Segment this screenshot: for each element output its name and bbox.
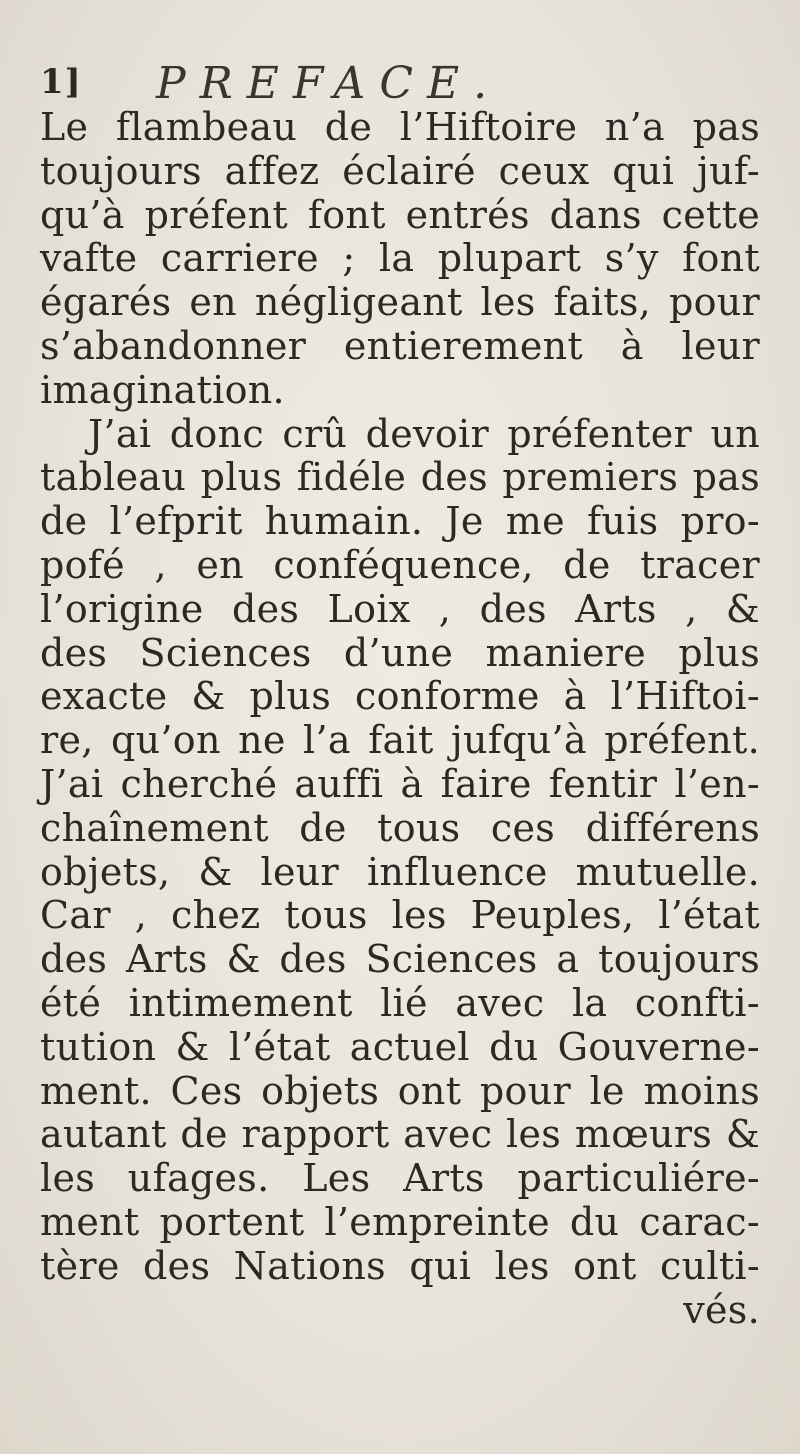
text-line: ment. Ces objets ont pour le moins: [40, 1068, 760, 1113]
text-line: pofé , en conféquence, de tracer: [40, 542, 760, 587]
text-line: des Arts & des Sciences a toujours: [40, 937, 760, 982]
text-line: chaînement de tous ces différens: [40, 805, 760, 850]
text-line: autant de rapport avec les mœurs &: [40, 1112, 760, 1157]
text-line: re, qu’on ne l’a fait jufqu’à préfent.: [40, 718, 760, 763]
text-line: les ufages. Les Arts particuliére-: [40, 1156, 760, 1201]
text-line: s’abandonner entierement à leur: [40, 323, 760, 368]
body-text: [40, 106, 760, 1332]
text-line: égarés en négligeant les faits, pour: [40, 280, 760, 325]
text-line: qu’à préfent font entrés dans cette: [40, 192, 760, 237]
text-line: tution & l’état actuel du Gouverne-: [40, 1024, 760, 1069]
text-line: vafte carriere ; la plupart s’y font: [40, 236, 760, 281]
text-line: Car , chez tous les Peuples, l’état: [40, 893, 760, 938]
text-line: objets, & leur influence mutuelle.: [40, 849, 760, 894]
catchword: vés.: [683, 1287, 760, 1332]
text-line: l’origine des Loix , des Arts , &: [40, 586, 760, 631]
running-head: PREFACE.: [156, 58, 502, 109]
text-line: imagination.: [40, 367, 285, 412]
page-number: 1]: [40, 62, 82, 102]
text-line: Le flambeau de l’Hiftoire n’a pas: [40, 105, 760, 149]
text-line: été intimement lié avec la confti-: [40, 980, 760, 1025]
text-line: tableau plus fidéle des premiers pas: [40, 455, 760, 500]
text-line: de l’efprit humain. Je me fuis pro-: [40, 499, 760, 544]
text-line: J’ai donc crû devoir préfenter un: [88, 411, 760, 456]
text-line: J’ai cherché auffi à faire fentir l’en-: [40, 761, 760, 806]
text-line: toujours affez éclairé ceux qui juf-: [40, 148, 760, 193]
text-line: des Sciences d’une maniere plus: [40, 630, 760, 675]
page-header: [40, 58, 740, 108]
text-line: tère des Nations qui les ont culti-: [40, 1243, 760, 1288]
text-line: exacte & plus conforme à l’Hiftoi-: [40, 674, 760, 719]
text-line: ment portent l’empreinte du carac-: [40, 1199, 760, 1244]
